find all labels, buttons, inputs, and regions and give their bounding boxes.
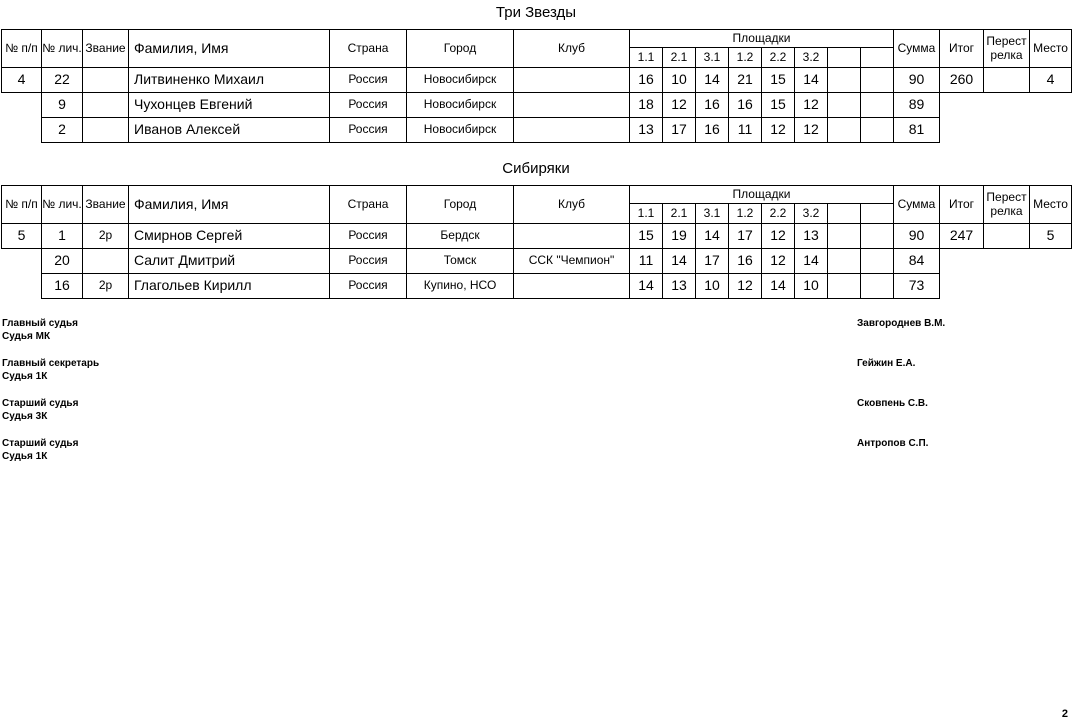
header-num: № п/п — [1, 29, 42, 68]
platform-score: 11 — [728, 117, 762, 143]
athlete-rank: 2р — [82, 223, 129, 249]
header-place: Место — [1029, 185, 1072, 224]
platform-score — [827, 117, 861, 143]
athlete-country: Россия — [329, 223, 407, 249]
athlete-country: Россия — [329, 92, 407, 118]
judge-role: Главный секретарь — [2, 358, 100, 369]
header-platform-sub: 3.2 — [794, 203, 828, 224]
athlete-country: Россия — [329, 117, 407, 143]
athlete-name: Иванов Алексей — [128, 117, 330, 143]
athlete-city: Новосибирск — [406, 67, 514, 93]
athlete-sum: 89 — [893, 92, 940, 118]
header-club: Клуб — [513, 29, 630, 68]
platform-score: 13 — [662, 273, 696, 299]
platform-score — [860, 273, 894, 299]
platform-score: 10 — [695, 273, 729, 299]
header-platform-sub: 2.1 — [662, 47, 696, 68]
platform-score: 16 — [728, 248, 762, 274]
header-sum: Сумма — [893, 185, 940, 224]
header-sum: Сумма — [893, 29, 940, 68]
platform-score: 15 — [761, 67, 795, 93]
header-platform-sub — [860, 47, 894, 68]
platform-score: 14 — [794, 67, 828, 93]
header-platform-sub — [827, 203, 861, 224]
header-platform-sub: 3.2 — [794, 47, 828, 68]
athlete-city: Томск — [406, 248, 514, 274]
header-city: Город — [406, 185, 514, 224]
header-num: № п/п — [1, 185, 42, 224]
header-platforms: Площадки — [629, 29, 894, 48]
platform-score: 17 — [662, 117, 696, 143]
signature-role — [2, 397, 78, 423]
judge-name: Завгороднев В.М. — [857, 318, 946, 329]
platform-score: 14 — [662, 248, 696, 274]
platform-score — [860, 248, 894, 274]
judge-name: Гейжин Е.А. — [857, 358, 916, 369]
header-platform-sub: 3.1 — [695, 203, 729, 224]
athlete-city: Купино, НСО — [406, 273, 514, 299]
header-platform-sub: 2.2 — [761, 203, 795, 224]
athlete-name: Смирнов Сергей — [128, 223, 330, 249]
athlete-club — [513, 92, 630, 118]
platform-score: 21 — [728, 67, 762, 93]
header-rank: Звание — [82, 185, 129, 224]
platform-score: 12 — [794, 117, 828, 143]
platform-score: 16 — [695, 92, 729, 118]
athlete-city: Новосибирск — [406, 92, 514, 118]
athlete-city: Новосибирск — [406, 117, 514, 143]
athlete-country: Россия — [329, 248, 407, 274]
judge-name: Сковпень С.В. — [857, 398, 928, 409]
header-license: № лич. — [41, 185, 83, 224]
header-name: Фамилия, Имя — [128, 29, 330, 68]
platform-score: 15 — [761, 92, 795, 118]
platform-score — [827, 92, 861, 118]
platform-score: 14 — [794, 248, 828, 274]
header-name: Фамилия, Имя — [128, 185, 330, 224]
header-platform-sub: 1.2 — [728, 203, 762, 224]
athlete-city: Бердск — [406, 223, 514, 249]
license-number: 9 — [41, 92, 83, 118]
team-title: Три Звезды — [495, 4, 577, 21]
platform-score: 11 — [629, 248, 663, 274]
judge-category: Судья 3К — [2, 411, 48, 422]
judge-role: Главный судья — [2, 318, 78, 329]
platform-score: 14 — [695, 67, 729, 93]
team-place: 5 — [1029, 223, 1072, 249]
platform-score: 19 — [662, 223, 696, 249]
athlete-rank — [82, 117, 129, 143]
header-platform-sub: 1.2 — [728, 47, 762, 68]
header-platforms: Площадки — [629, 185, 894, 204]
platform-score — [860, 117, 894, 143]
platform-score — [860, 92, 894, 118]
team-number: 4 — [1, 67, 42, 93]
platform-score — [827, 223, 861, 249]
athlete-rank — [82, 248, 129, 274]
athlete-name: Глагольев Кирилл — [128, 273, 330, 299]
platform-score: 12 — [761, 117, 795, 143]
team-reshoot — [983, 67, 1030, 93]
header-platform-sub: 1.1 — [629, 203, 663, 224]
platform-score: 16 — [695, 117, 729, 143]
platform-score: 14 — [761, 273, 795, 299]
platform-score — [827, 248, 861, 274]
athlete-club: ССК "Чемпион" — [513, 248, 630, 274]
header-platform-sub: 2.1 — [662, 203, 696, 224]
athlete-country: Россия — [329, 273, 407, 299]
athlete-rank — [82, 92, 129, 118]
header-platform-sub: 1.1 — [629, 47, 663, 68]
platform-score: 18 — [629, 92, 663, 118]
athlete-club — [513, 117, 630, 143]
header-total: Итог — [939, 185, 984, 224]
signature-role — [2, 357, 99, 383]
athlete-sum: 81 — [893, 117, 940, 143]
platform-score — [827, 67, 861, 93]
page-number: 2 — [1061, 708, 1068, 720]
platform-score: 10 — [662, 67, 696, 93]
platform-score: 12 — [794, 92, 828, 118]
athlete-rank — [82, 67, 129, 93]
header-reshoot: Перест релка — [983, 185, 1030, 224]
platform-score: 15 — [629, 223, 663, 249]
platform-score: 13 — [794, 223, 828, 249]
header-country: Страна — [329, 185, 407, 224]
team-reshoot — [983, 223, 1030, 249]
team-total: 260 — [939, 67, 984, 93]
header-total: Итог — [939, 29, 984, 68]
athlete-name: Чухонцев Евгений — [128, 92, 330, 118]
platform-score — [860, 223, 894, 249]
athlete-sum: 90 — [893, 223, 940, 249]
platform-score: 12 — [761, 223, 795, 249]
platform-score: 14 — [629, 273, 663, 299]
team-total: 247 — [939, 223, 984, 249]
header-place: Место — [1029, 29, 1072, 68]
license-number: 20 — [41, 248, 83, 274]
license-number: 2 — [41, 117, 83, 143]
athlete-sum: 84 — [893, 248, 940, 274]
judge-category: Судья 1К — [2, 371, 48, 382]
platform-score: 12 — [662, 92, 696, 118]
header-city: Город — [406, 29, 514, 68]
license-number: 22 — [41, 67, 83, 93]
platform-score: 14 — [695, 223, 729, 249]
athlete-club — [513, 223, 630, 249]
judge-category: Судья МК — [2, 331, 51, 342]
team-number: 5 — [1, 223, 42, 249]
athlete-sum: 90 — [893, 67, 940, 93]
header-platform-sub — [827, 47, 861, 68]
platform-score: 12 — [761, 248, 795, 274]
team-title: Сибиряки — [502, 160, 570, 177]
platform-score — [827, 273, 861, 299]
athlete-rank: 2р — [82, 273, 129, 299]
license-number: 16 — [41, 273, 83, 299]
header-platform-sub: 2.2 — [761, 47, 795, 68]
header-platform-sub: 3.1 — [695, 47, 729, 68]
header-license: № лич. — [41, 29, 83, 68]
platform-score: 13 — [629, 117, 663, 143]
judge-name: Антропов С.П. — [857, 438, 929, 449]
platform-score: 10 — [794, 273, 828, 299]
judge-role: Старший судья — [2, 438, 79, 449]
signature-role — [2, 437, 78, 463]
judge-category: Судья 1К — [2, 451, 48, 462]
athlete-sum: 73 — [893, 273, 940, 299]
athlete-name: Салит Дмитрий — [128, 248, 330, 274]
athlete-name: Литвиненко Михаил — [128, 67, 330, 93]
platform-score: 12 — [728, 273, 762, 299]
header-rank: Звание — [82, 29, 129, 68]
athlete-club — [513, 273, 630, 299]
judge-role: Старший судья — [2, 398, 79, 409]
platform-score: 16 — [728, 92, 762, 118]
athlete-country: Россия — [329, 67, 407, 93]
license-number: 1 — [41, 223, 83, 249]
team-place: 4 — [1029, 67, 1072, 93]
platform-score: 17 — [695, 248, 729, 274]
platform-score — [860, 67, 894, 93]
signature-role — [2, 317, 78, 343]
header-club: Клуб — [513, 185, 630, 224]
platform-score: 17 — [728, 223, 762, 249]
platform-score: 16 — [629, 67, 663, 93]
header-country: Страна — [329, 29, 407, 68]
athlete-club — [513, 67, 630, 93]
header-platform-sub — [860, 203, 894, 224]
header-reshoot: Перест релка — [983, 29, 1030, 68]
